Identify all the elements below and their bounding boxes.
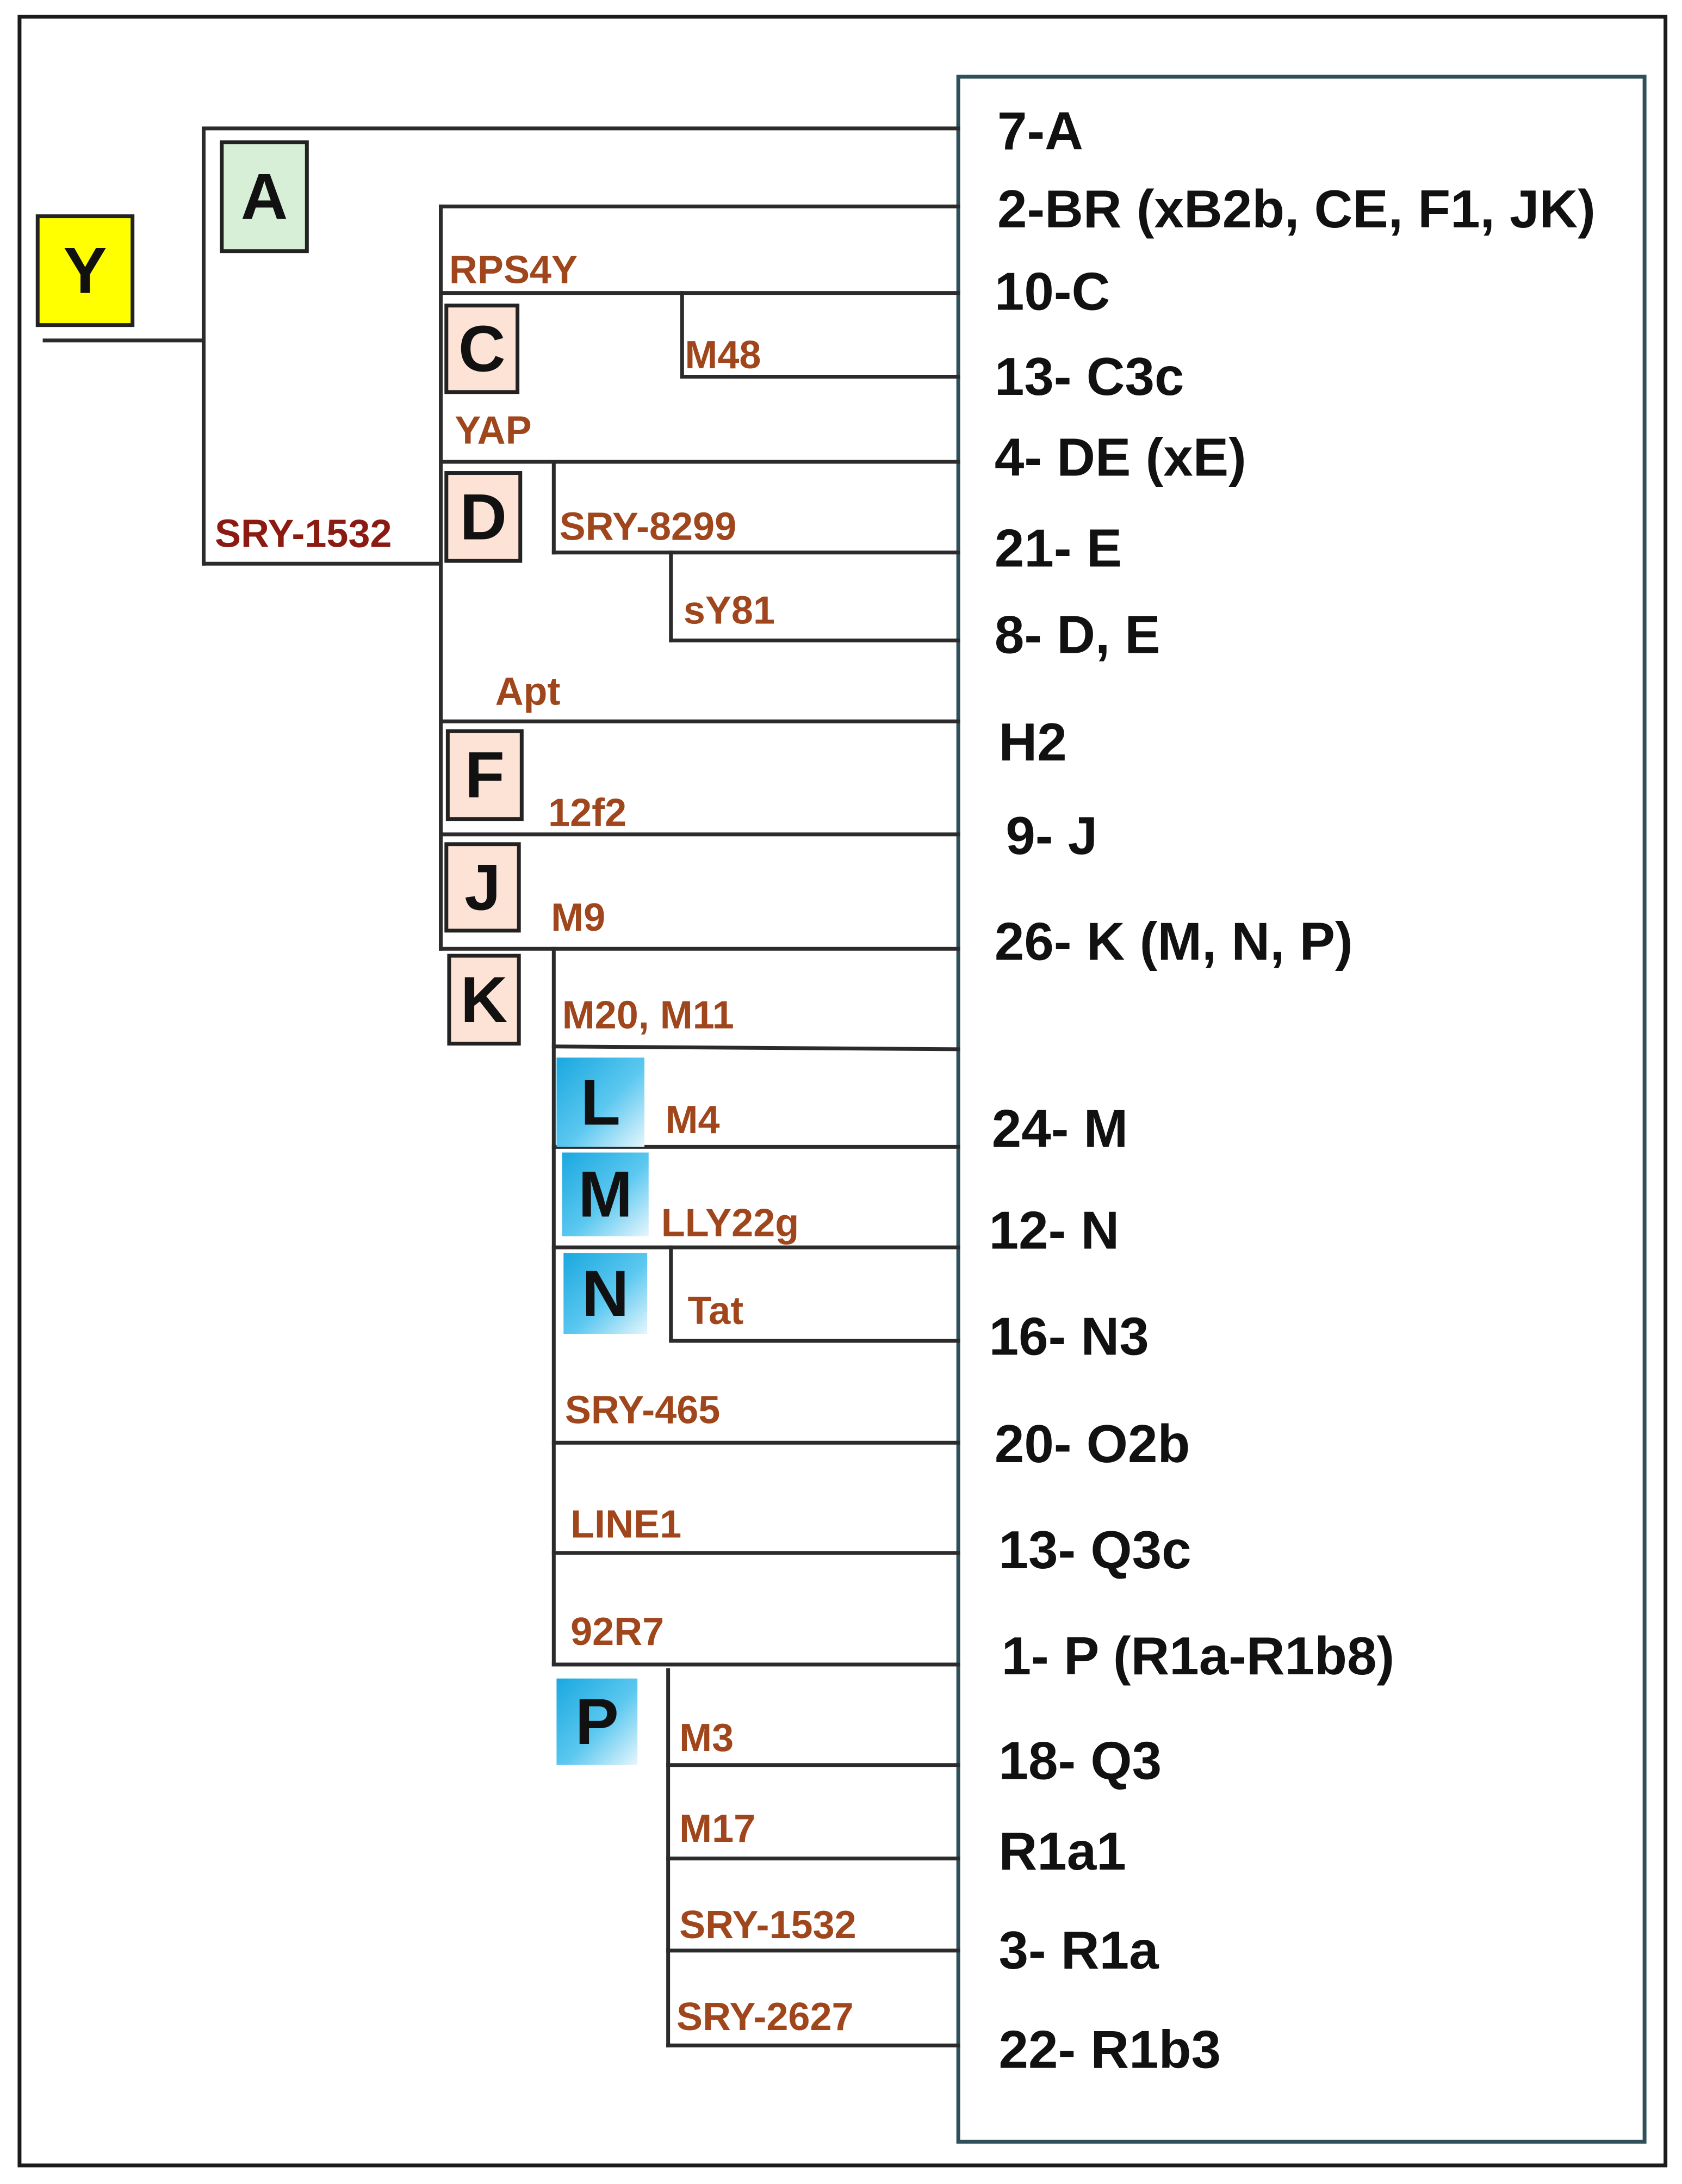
leaf-label: 8- D, E [994,604,1160,665]
node-f-label: F [464,738,505,812]
node-a-box [222,143,307,251]
marker-label: LLY22g [661,1201,799,1245]
node-y-box [38,216,132,325]
leaf-label: 26- K (M, N, P) [994,911,1353,972]
node-c-label: C [458,312,506,386]
node-a-label: A [240,160,288,233]
leaf-label: 10-C [994,261,1110,321]
marker-label: SRY-1532 [679,1903,856,1947]
node-j-box [446,844,519,931]
marker-label: YAP [455,409,532,453]
node-k-box [449,956,519,1044]
node-f-box [448,731,522,819]
leaf-label: 13- Q3c [998,1520,1191,1580]
outer-frame [20,17,1666,2166]
marker-label: M4 [665,1098,720,1142]
node-n-box [563,1253,647,1334]
marker-label: 12f2 [548,791,627,835]
leaf-label: 3- R1a [998,1920,1159,1981]
node-p-label: P [575,1685,619,1759]
node-k-label: K [460,963,508,1036]
leaf-label: 7-A [997,101,1083,161]
leaf-label: 18- Q3 [998,1730,1162,1791]
node-m-label: M [578,1158,633,1231]
node-d-box [446,473,520,561]
node-l-label: L [580,1066,620,1139]
leaf-label: 13- C3c [994,346,1184,406]
leaf-label: 2-BR (xB2b, CE, F1, JK) [997,179,1596,239]
marker-label: sY81 [683,589,775,633]
node-m-box [562,1153,649,1236]
node-d-label: D [460,480,507,554]
marker-label: Apt [495,670,561,714]
marker-label: RPS4Y [449,248,578,292]
marker-label: SRY-1532 [215,512,392,556]
leaf-label: R1a1 [998,1821,1126,1882]
marker-label: M20, M11 [562,993,734,1037]
marker-label: Tat [687,1289,744,1333]
node-n-label: N [581,1257,629,1330]
leaf-label: 4- DE (xE) [994,427,1246,487]
leaf-label: H2 [998,711,1067,772]
leaf-label: 24- M [991,1098,1128,1159]
marker-label: 92R7 [570,1610,665,1654]
node-c-box [446,306,518,392]
leaf-label: 9- J [1006,805,1098,865]
tree-branch-line [554,1047,958,1049]
node-p-box [556,1679,637,1765]
marker-label: LINE1 [570,1502,682,1546]
node-y-label: Y [63,234,107,307]
leaf-label: 20- O2b [994,1414,1190,1474]
leaf-label: 16- N3 [989,1306,1149,1366]
leaf-label: 21- E [994,518,1122,578]
marker-label: M3 [679,1716,734,1760]
marker-label: SRY-2627 [676,1995,854,2039]
leaf-label: 1- P (R1a-R1b8) [1001,1626,1395,1686]
marker-label: M48 [685,333,761,378]
leaf-label: 22- R1b3 [998,2019,1221,2080]
marker-label: M9 [551,895,606,939]
node-l-box [556,1057,644,1147]
leaf-label: 12- N [989,1200,1120,1260]
marker-label: SRY-8299 [559,505,737,549]
node-j-label: J [464,851,501,924]
marker-label: SRY-465 [564,1388,721,1432]
marker-label: M17 [679,1806,756,1851]
